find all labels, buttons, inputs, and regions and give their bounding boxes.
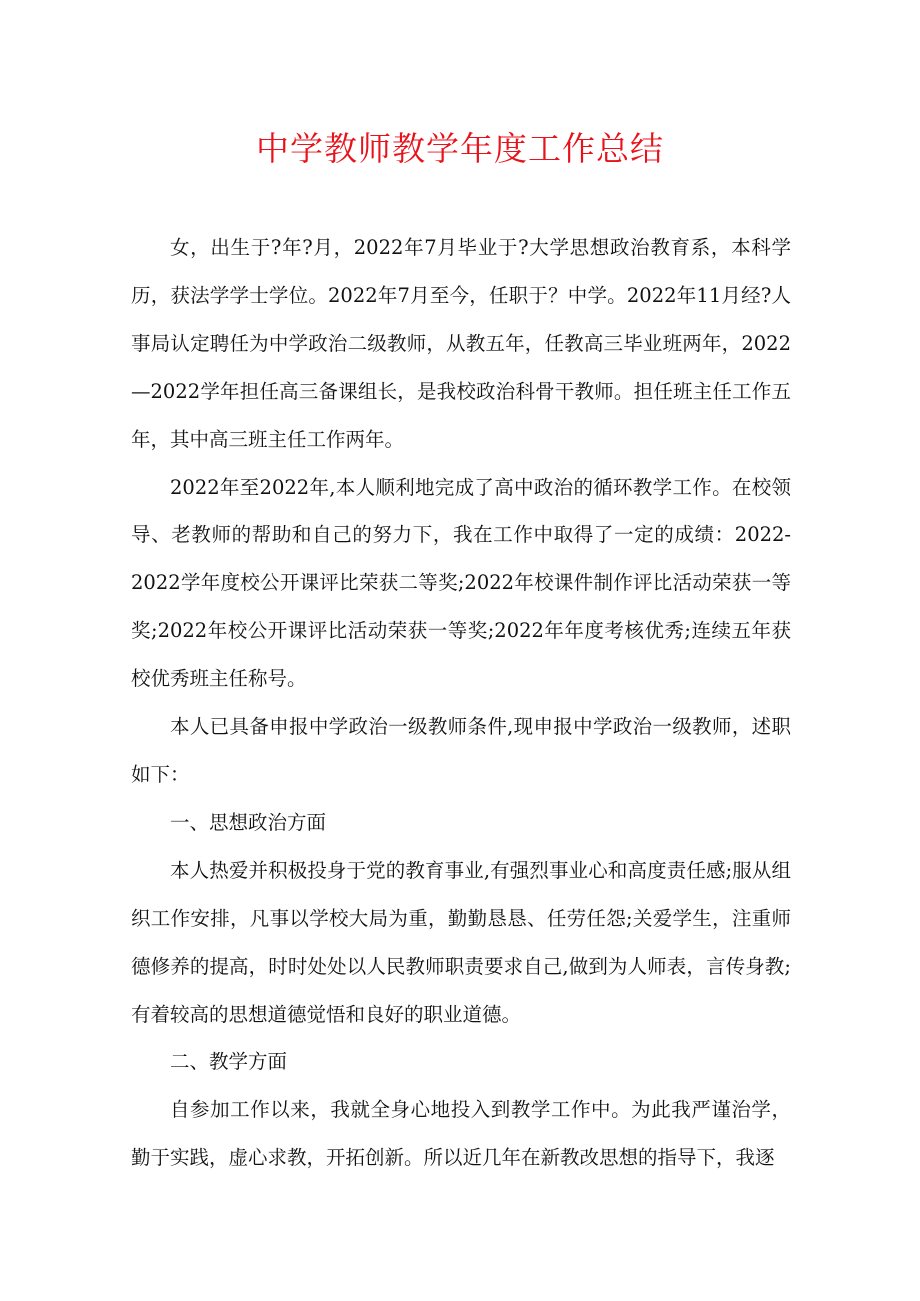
paragraph-personal-background: 女，出生于?年?月，2022年7月毕业于?大学思想政治教育系，本科学历，获法学学士学位。2022年7月至今，任职于？中学。2022年11月经?人事局认定聘任为中学政治二级教师，从教五年，任教高三毕业班两年，2022—2022学年担任高三备课组长，是我校政治科骨干教师。担任班主任工作五年，其中高三班主任工作两年。 bbox=[131, 236, 791, 451]
paragraph-application: 本人已具备申报中学政治一级教师条件,现申报中学政治一级教师，述职如下： bbox=[131, 715, 791, 786]
document-body bbox=[131, 224, 791, 1182]
document-title: 中学教师教学年度工作总结 bbox=[256, 129, 664, 168]
paragraph-achievements: 2022年至2022年,本人顺利地完成了高中政治的循环教学工作。在校领导、老教师的帮助和自己的努力下，我在工作中取得了一定的成绩：2022-2022学年度校公开课评比荣获二等奖;2022年校课件制作评比活动荣获一等奖;2022年校公开课评比活动荣获一等奖;2022年年度考核优秀;连续五年获校优秀班主任称号。 bbox=[131, 475, 791, 691]
paragraph-ideology: 本人热爱并积极投身于党的教育事业,有强烈事业心和高度责任感;服从组织工作安排，凡事以学校大局为重，勤勤恳恳、任劳任怨;关爱学生，注重师德修养的提高，时时处处以人民教师职责要求自己,做到为人师表，言传身教;有着较高的思想道德觉悟和良好的职业道德。 bbox=[131, 858, 791, 1026]
section-heading-ideology: 一、思想政治方面 bbox=[170, 810, 327, 834]
section-heading-teaching: 二、教学方面 bbox=[170, 1050, 288, 1074]
paragraph-teaching: 自参加工作以来，我就全身心地投入到教学工作中。为此我严谨治学，勤于实践，虚心求教，开拓创新。所以近几年在新教改思想的指导下，我逐 bbox=[131, 1098, 791, 1170]
